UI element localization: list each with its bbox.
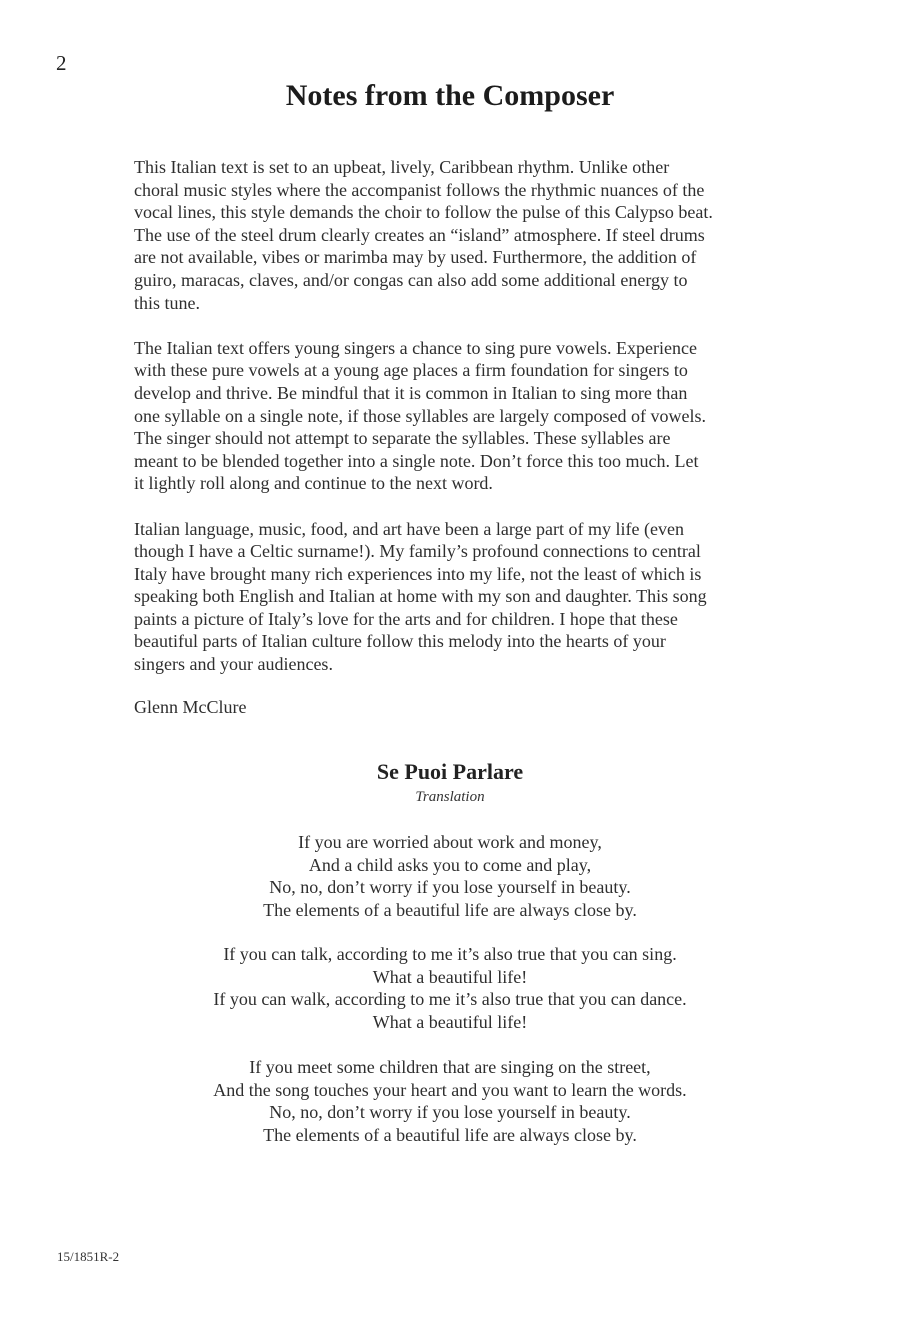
translation-verse-1 <box>0 831 900 921</box>
composer-signature: Glenn McClure <box>134 697 247 717</box>
verse-line: If you are worried about work and money, <box>298 832 602 852</box>
verse-line: The elements of a beautiful life are always close by. <box>263 1124 637 1145</box>
verse-line: And a child asks you to come and play, <box>308 854 592 875</box>
translation-verse-2 <box>0 943 900 1033</box>
catalog-code: 15/1851R-2 <box>57 1249 120 1264</box>
composer-notes <box>134 156 774 698</box>
page-number: 2 <box>56 51 67 75</box>
page-title: Notes from the Composer <box>285 79 615 112</box>
song-title: Se Puoi Parlare <box>376 759 524 784</box>
verse-line: If you can walk, according to me it’s also true that you can dance. <box>213 989 687 1010</box>
verse-line: The elements of a beautiful life are always close by. <box>263 899 637 920</box>
verse-line: No, no, don’t worry if you lose yourself in beauty. <box>269 1102 631 1123</box>
verse-line: And the song touches your heart and you want to learn the words. <box>213 1079 687 1100</box>
verse-line: No, no, don’t worry if you lose yourself in beauty. <box>269 877 631 898</box>
translation-verse-3 <box>0 1056 900 1146</box>
notes-paragraph: Italian language, music, food, and art have been a large part of my life (even though I have a Celtic surname!). My family’s profound connections to central Italy have brought many rich experiences into my life, not the least of which is speaking both English and Italian at home with my son and daughter. This song paints a picture of Italy’s love for the arts and for children. I hope that these beautiful parts of Italian culture follow this melody into the hearts of your singers and your audiences. <box>134 518 707 675</box>
notes-paragraph: This Italian text is set to an upbeat, lively, Caribbean rhythm. Unlike other choral music styles where the accompanist follows the rhythmic nuances of the vocal lines, this style demands the choir to follow the pulse of this Calypso beat. The use of the steel drum clearly creates an “island” atmosphere. If steel drums are not available, vibes or marimba may by used. Furthermore, the addition of guiro, maracas, claves, and/or congas can also add some additional energy to this tune. <box>134 157 713 313</box>
verse-line: If you meet some children that are singing on the street, <box>249 1057 651 1077</box>
song-subtitle: Translation <box>415 789 485 805</box>
verse-line: What a beautiful life! <box>372 966 528 987</box>
notes-paragraph: The Italian text offers young singers a chance to sing pure vowels. Experience with these pure vowels at a young age places a firm foundation for singers to develop and thrive. Be mindful that it is common in Italian to sing more than one syllable on a single note, if those syllables are largely composed of vowels. The singer should not attempt to separate the syllables. These syllables are meant to be blended together into a single note. Don’t force this too much. Let it lightly roll along and continue to the next word. <box>134 337 707 494</box>
verse-line: What a beautiful life! <box>372 1011 528 1032</box>
verse-line: If you can talk, according to me it’s also true that you can sing. <box>223 944 677 964</box>
